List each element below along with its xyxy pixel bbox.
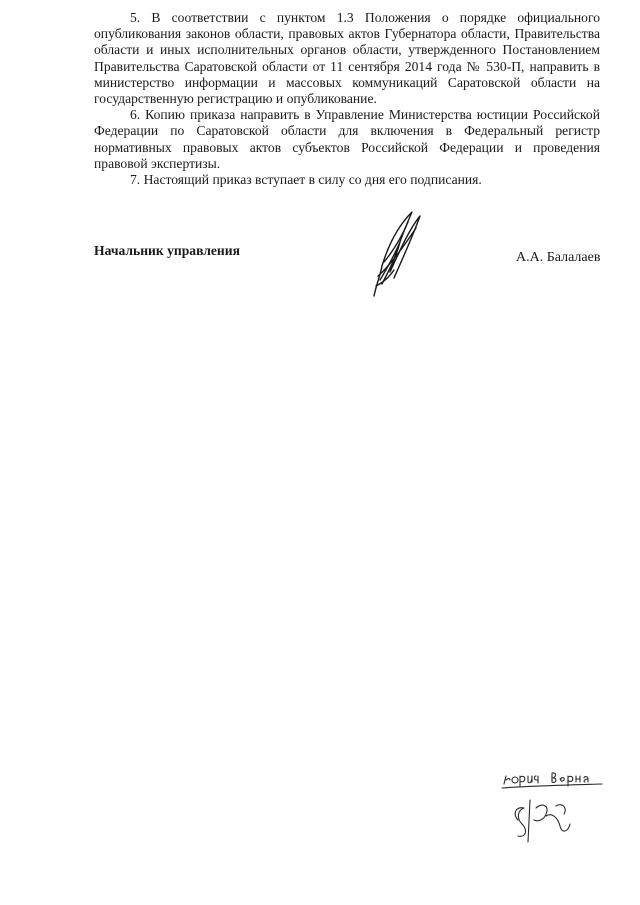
- paragraph-7: 7. Настоящий приказ вступает в силу со дня его подписания.: [130, 172, 482, 188]
- handwritten-signature: [360, 206, 430, 298]
- signatory-title: Начальник управления: [94, 243, 240, 258]
- paragraph-6: 6. Копию приказа направить в Управление Министерства юстиции Российской Федерации по Саратовской области для включения в Федеральный регистр нормативных правовых актов субъектов Российской Федерации и проведения правовой экспертизы.: [94, 107, 600, 171]
- paragraph-5: 5. В соответствии с пунктом 1.3 Положения о порядке официального опубликования законов области, правовых актов Губернатора области, Правительства области и иных исполнительных органов области, утвержденного Постановлением Правительства Саратовской области от 11 сентября 2014 года № 530-П, направить в министерство информации и массовых коммуникаций Саратовской области на государственную регистрацию и опубликование.: [94, 10, 600, 107]
- copy-certification-mark: [498, 762, 608, 852]
- document-body: [94, 10, 600, 188]
- signatory-name: А.А. Балалаев: [516, 250, 601, 265]
